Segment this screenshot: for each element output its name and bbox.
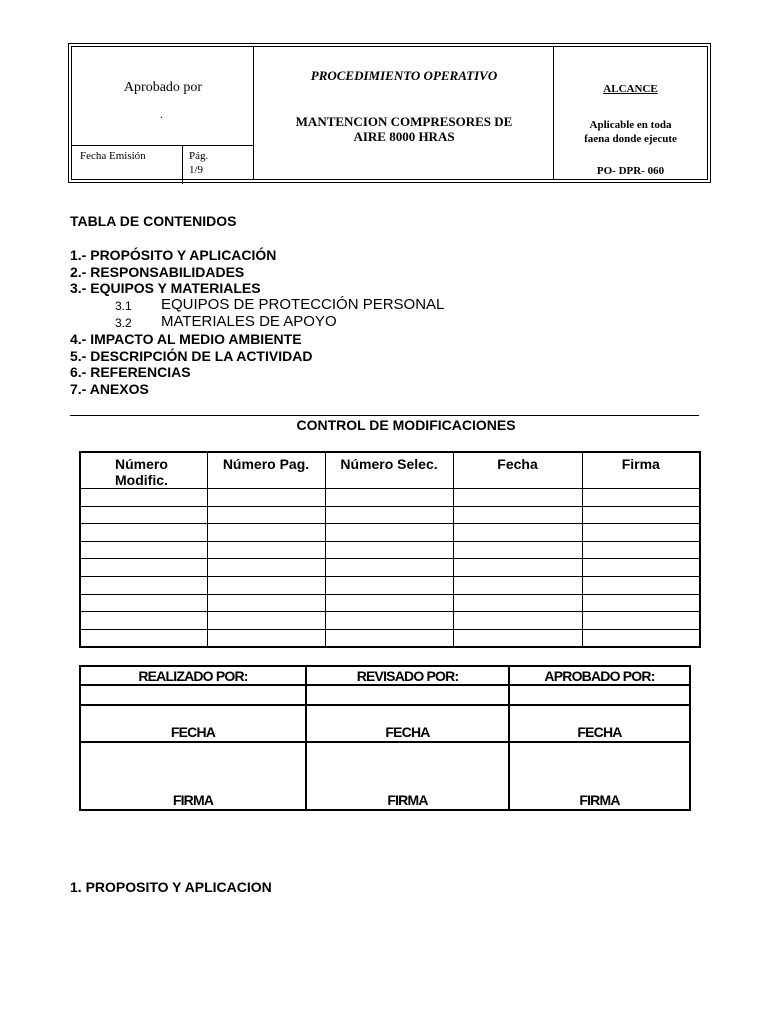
table-cell [582,612,700,630]
table-cell [207,489,325,507]
col-header-date: Fecha [453,452,582,489]
col-header-signature: Firma [582,452,700,489]
approval-cell [72,47,254,179]
approved-by-date: FECHA [509,705,690,742]
table-cell [582,594,700,612]
table-row [80,559,700,577]
modifications-body [80,489,700,647]
table-cell [325,541,453,559]
doc-type: PROCEDIMIENTO OPERATIVO [310,68,498,83]
document-title-line1: MANTENCION COMPRESORES DE [295,114,513,129]
page-label: Pág. [189,150,209,162]
col-header-mod-number-line1: Número [115,456,168,472]
col-header-page-number: Número Pag. [207,452,325,489]
table-cell [80,576,207,594]
table-cell [582,524,700,542]
modifications-title: CONTROL DE MODIFICACIONES [296,417,516,433]
table-cell [453,629,582,647]
toc-item-5: 5.- DESCRIPCIÓN DE LA ACTIVIDAD [70,348,313,364]
toc-subitem-1-number: 3.1 [115,299,132,313]
table-row [80,594,700,612]
toc-subitem-2-number: 3.2 [115,316,132,330]
table-cell [80,489,207,507]
table-cell [207,576,325,594]
table-cell [80,629,207,647]
table-cell [582,629,700,647]
table-row [80,541,700,559]
modifications-header-row [80,452,700,489]
section-1-heading: 1. PROPOSITO Y APLICACION [70,879,272,895]
reviewed-by-name-cell [306,685,509,705]
scope-label: ALCANCE [603,83,658,95]
table-row [80,612,700,630]
table-cell [582,559,700,577]
toc-subitem-2: MATERIALES DE APOYO [161,313,337,330]
page-cell [182,146,254,184]
table-cell [453,524,582,542]
table-cell [80,541,207,559]
approval-table [79,665,691,811]
table-cell [453,559,582,577]
document-title [254,114,554,144]
table-cell [207,559,325,577]
toc-item-3: 3.- EQUIPOS Y MATERIALES [70,280,261,296]
table-cell [453,506,582,524]
table-cell [325,489,453,507]
reviewed-by-signature: FIRMA [306,742,509,810]
approved-by-name-cell [509,685,690,705]
table-cell [80,612,207,630]
toc-item-4: 4.- IMPACTO AL MEDIO AMBIENTE [70,331,302,347]
scope-cell [554,47,707,179]
scope-line1: Aplicable en toda [589,119,672,131]
col-header-section-number: Número Selec. [325,452,453,489]
approval-date-row [80,705,690,742]
toc-item-2: 2.- RESPONSABILIDADES [70,264,245,280]
table-cell [325,524,453,542]
document-header [68,43,711,183]
table-cell [325,612,453,630]
scope-line2: faena donde ejecute [584,133,677,145]
col-header-mod-number [80,452,207,489]
divider-line [70,415,699,416]
approved-by-value: . [160,107,163,121]
table-cell [453,612,582,630]
table-cell [325,559,453,577]
approval-header-row [80,666,690,685]
toc-item-7: 7.- ANEXOS [70,381,149,397]
table-cell [207,541,325,559]
approval-signature-row [80,742,690,810]
table-cell [80,559,207,577]
table-cell [453,576,582,594]
table-cell [453,594,582,612]
document-code: PO- DPR- 060 [596,165,665,177]
approved-by-header: APROBADO POR: [509,666,690,685]
table-cell [207,506,325,524]
table-cell [325,506,453,524]
table-cell [207,629,325,647]
table-row [80,524,700,542]
page-value: 1/9 [189,164,204,176]
table-cell [207,594,325,612]
table-cell [582,576,700,594]
table-cell [325,594,453,612]
toc-title: TABLA DE CONTENIDOS [70,213,237,229]
modifications-table [79,451,701,648]
table-cell [453,541,582,559]
toc-subitem-1: EQUIPOS DE PROTECCIÓN PERSONAL [161,296,445,313]
done-by-signature: FIRMA [80,742,306,810]
table-cell [207,612,325,630]
table-cell [80,506,207,524]
issue-date-row [72,145,254,183]
toc-item-1: 1.- PROPÓSITO Y APLICACIÓN [70,247,277,263]
table-cell [80,594,207,612]
done-by-name-cell [80,685,306,705]
table-cell [582,541,700,559]
scope-text [554,118,707,146]
table-cell [325,629,453,647]
done-by-header: REALIZADO POR: [80,666,306,685]
table-cell [582,506,700,524]
issue-date-label: Fecha Emisión [80,150,146,162]
table-cell [582,489,700,507]
approved-by-signature: FIRMA [509,742,690,810]
table-cell [207,524,325,542]
col-header-mod-number-line2: Modific. [115,472,168,488]
table-row [80,576,700,594]
table-cell [453,489,582,507]
done-by-date: FECHA [80,705,306,742]
header-inner-frame [71,46,708,180]
toc-item-6: 6.- REFERENCIAS [70,364,191,380]
reviewed-by-header: REVISADO POR: [306,666,509,685]
reviewed-by-date: FECHA [306,705,509,742]
table-row [80,629,700,647]
page-info [189,149,208,177]
table-cell [80,524,207,542]
approved-by-label: Aprobado por [123,80,203,95]
document-title-line2: AIRE 8000 HRAS [353,129,455,144]
title-cell [254,47,554,179]
table-cell [325,576,453,594]
table-row [80,489,700,507]
table-row [80,506,700,524]
approval-name-row [80,685,690,705]
